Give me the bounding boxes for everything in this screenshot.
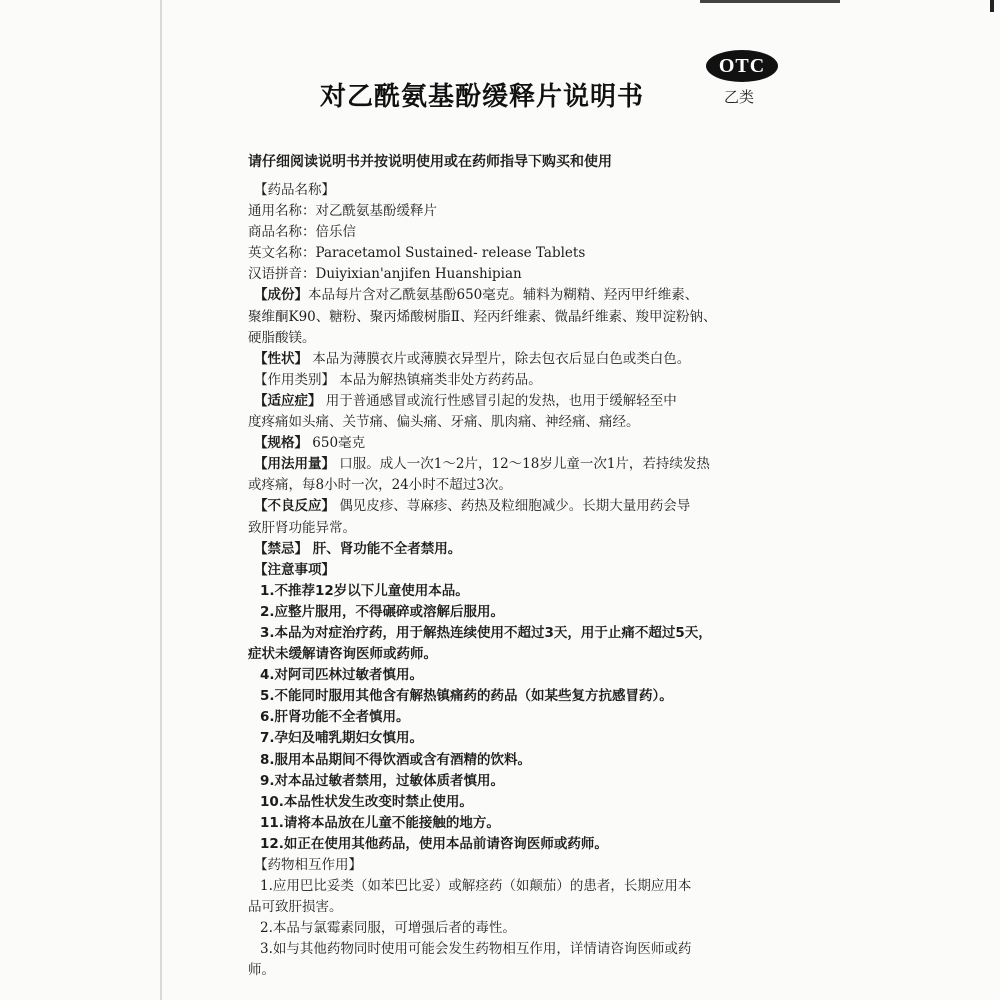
dosage-section [248, 454, 788, 475]
adverse-text-2: 致肝肾功能异常。 [248, 519, 356, 536]
dosage-text-2: 或疼痛，每8小时一次，24小时不超过3次。 [248, 477, 512, 494]
specification-text: 650毫克 [312, 435, 366, 452]
precaution-item: 4.对阿司匹林过敏者慎用。 [260, 667, 424, 684]
contraindications-heading: 【禁忌】 [254, 540, 308, 557]
precaution-item: 2.应整片服用，不得碾碎或溶解后服用。 [260, 603, 505, 620]
interaction-item-continued: 品可致肝损害。 [248, 899, 343, 916]
generic-name: 通用名称：对乙酰氨基酚缓释片 [248, 203, 437, 220]
dosage-text-1: 口服。成人一次1～2片，12～18岁儿童一次1片，若持续发热 [339, 456, 710, 473]
composition-text-2: 聚维酮K90、糖粉、聚丙烯酸树脂Ⅱ、羟丙纤维素、微晶纤维素、羧甲淀粉钠、 [248, 308, 717, 325]
interaction-item: 3.如与其他药物同时使用可能会发生药物相互作用，详情请咨询医师或药 [260, 941, 692, 958]
interaction-item: 2.本品与氯霉素同服，可增强后者的毒性。 [260, 920, 516, 937]
specification-section [248, 433, 788, 454]
precaution-item: 11.请将本品放在儿童不能接触的地方。 [260, 814, 500, 831]
leaflet-body [248, 150, 788, 982]
interaction-item: 1.应用巴比妥类（如苯巴比妥）或解痉药（如颠茄）的患者，长期应用本 [260, 878, 692, 895]
precaution-item: 7.孕妇及哺乳期妇女慎用。 [260, 730, 424, 747]
interaction-item-continued: 师。 [248, 962, 275, 979]
english-name: 英文名称：Paracetamol Sustained- release Tablets [248, 245, 586, 262]
scan-corner-mark [990, 0, 994, 12]
indications-heading: 【适应症】 [254, 392, 322, 409]
composition-text-1: 本品每片含对乙酰氨基酚650毫克。辅料为糊精、羟丙甲纤维素、 [308, 287, 699, 304]
otc-class-label: 乙类 [724, 88, 755, 106]
precaution-item: 10.本品性状发生改变时禁止使用。 [260, 793, 473, 810]
precaution-item: 6.肝肾功能不全者慎用。 [260, 709, 410, 726]
precaution-item: 1.不推荐12岁以下儿童使用本品。 [260, 582, 469, 599]
description-heading: 【性状】 [254, 350, 308, 367]
indications-section [248, 391, 788, 412]
composition-heading: 【成份】 [254, 287, 308, 304]
precaution-item: 8.服用本品期间不得饮酒或含有酒精的饮料。 [260, 751, 532, 768]
precaution-item: 12.如正在使用其他药品，使用本品前请咨询医师或药师。 [260, 835, 608, 852]
precaution-item: 5.不能同时服用其他含有解热镇痛药的药品（如某些复方抗感冒药）。 [260, 688, 673, 705]
precaution-item-continued: 症状未缓解请咨询医师或药师。 [248, 646, 437, 663]
adverse-heading: 【不良反应】 [254, 498, 335, 515]
description-text: 本品为薄膜衣片或薄膜衣异型片，除去包衣后显白色或类白色。 [312, 350, 691, 367]
category-heading: 【作用类别】 [254, 371, 335, 388]
indications-text-2: 度疼痛如头痛、关节痛、偏头痛、牙痛、肌肉痛、神经痛、痛经。 [248, 414, 640, 431]
indications-text-1: 用于普通感冒或流行性感冒引起的发热，也用于缓解轻至中 [325, 392, 677, 409]
category-text: 本品为解热镇痛类非处方药药品。 [339, 371, 542, 388]
composition-section [248, 285, 788, 306]
scan-top-mark [700, 0, 840, 3]
document-title: 对乙酰氨基酚缓释片说明书 [320, 82, 645, 112]
contraindications-text: 肝、肾功能不全者禁用。 [312, 540, 462, 557]
description-section [248, 349, 788, 370]
category-section [248, 370, 788, 391]
adverse-text-1: 偶见皮疹、荨麻疹、药热及粒细胞减少。长期大量用药会导 [339, 498, 691, 515]
trade-name: 商品名称：倍乐信 [248, 224, 356, 241]
precaution-item: 9.对本品过敏者禁用，过敏体质者慎用。 [260, 772, 505, 789]
precaution-item: 3.本品为对症治疗药，用于解热连续使用不超过3天，用于止痛不超过5天， [260, 624, 712, 641]
composition-text-3: 硬脂酸镁。 [248, 329, 316, 346]
interactions-heading: 【药物相互作用】 [254, 857, 362, 873]
dosage-heading: 【用法用量】 [254, 456, 335, 473]
otc-badge: OTC [706, 50, 778, 82]
intro-notice: 请仔细阅读说明书并按说明使用或在药师指导下购买和使用 [248, 154, 612, 170]
pinyin-name: 汉语拼音：Duiyixian'anjifen Huanshipian [248, 266, 522, 283]
adverse-section [248, 496, 788, 517]
scan-edge-line [160, 0, 162, 1000]
drug-name-heading: 【药品名称】 [254, 182, 335, 198]
contraindications-section [248, 539, 788, 560]
specification-heading: 【规格】 [254, 435, 308, 452]
precautions-heading: 【注意事项】 [254, 561, 335, 578]
